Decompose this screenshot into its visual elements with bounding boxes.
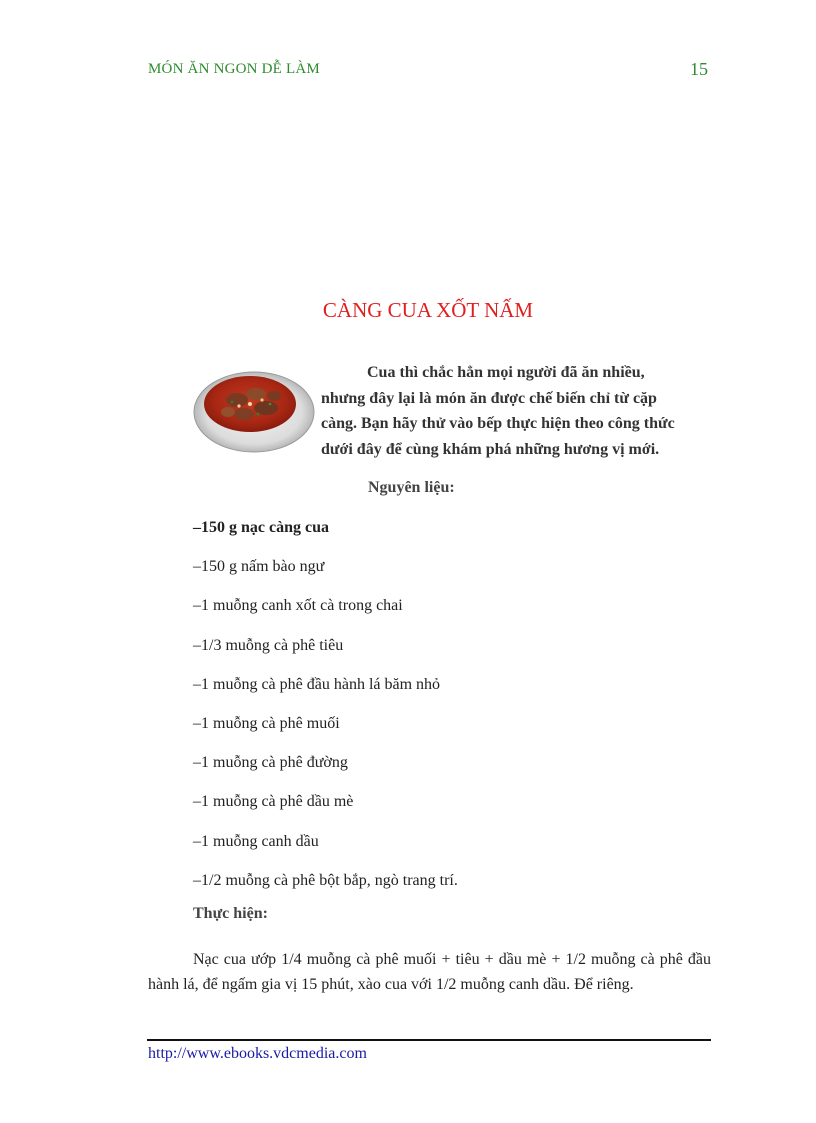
- ingredient-item: –150 g nấm bào ngư: [193, 558, 325, 576]
- ingredient-item: –1 muỗng cà phê đầu hành lá băm nhỏ: [193, 675, 441, 693]
- ingredient-item: –1 muỗng canh dầu: [193, 832, 319, 850]
- intro-line: Cua thì chắc hẳn mọi người đã ăn nhiều,: [367, 364, 645, 381]
- recipe-title: CÀNG CUA XỐT NẤM: [322, 298, 534, 322]
- dish-photo: [192, 356, 316, 460]
- book-title: MÓN ĂN NGON DỄ LÀM: [148, 61, 320, 77]
- method-paragraph: Nạc cua ướp 1/4 muỗng cà phê muối + tiêu + dầu mè + 1/2 muỗng cà phê đầu hành lá, để ngấm gia vị 15 phút, xào cua với 1/2 muỗng canh dầu. Để riêng.: [148, 951, 711, 993]
- intro-line: càng. Bạn hãy thử vào bếp thực hiện theo công thức: [321, 415, 675, 432]
- page-number: 15: [690, 59, 708, 79]
- ingredient-item: –150 g nạc càng cua: [193, 519, 329, 536]
- footer-website-link[interactable]: http://www.ebooks.vdcmedia.com: [148, 1045, 367, 1062]
- footer-divider: [147, 1039, 711, 1041]
- ingredient-item: –1 muỗng cà phê đường: [193, 754, 348, 772]
- intro-paragraph: [321, 360, 711, 462]
- ingredients-list: [193, 518, 713, 910]
- ingredient-item: –1 muỗng cà phê muối: [193, 714, 340, 732]
- ingredient-item: –1/3 muỗng cà phê tiêu: [193, 636, 344, 654]
- method-heading: Thực hiện:: [193, 905, 268, 922]
- ingredient-item: –1/2 muỗng cà phê bột bắp, ngò trang trí.: [193, 871, 458, 889]
- intro-line: nhưng đây lại là món ăn được chế biến chỉ từ cặp: [321, 389, 657, 407]
- ingredient-item: –1 muỗng canh xốt cà trong chai: [193, 597, 403, 615]
- intro-line: dưới đây để cùng khám phá những hương vị mới.: [321, 440, 660, 458]
- ingredients-heading: Nguyên liệu:: [368, 479, 455, 496]
- ingredient-item: –1 muỗng cà phê dầu mè: [193, 793, 354, 811]
